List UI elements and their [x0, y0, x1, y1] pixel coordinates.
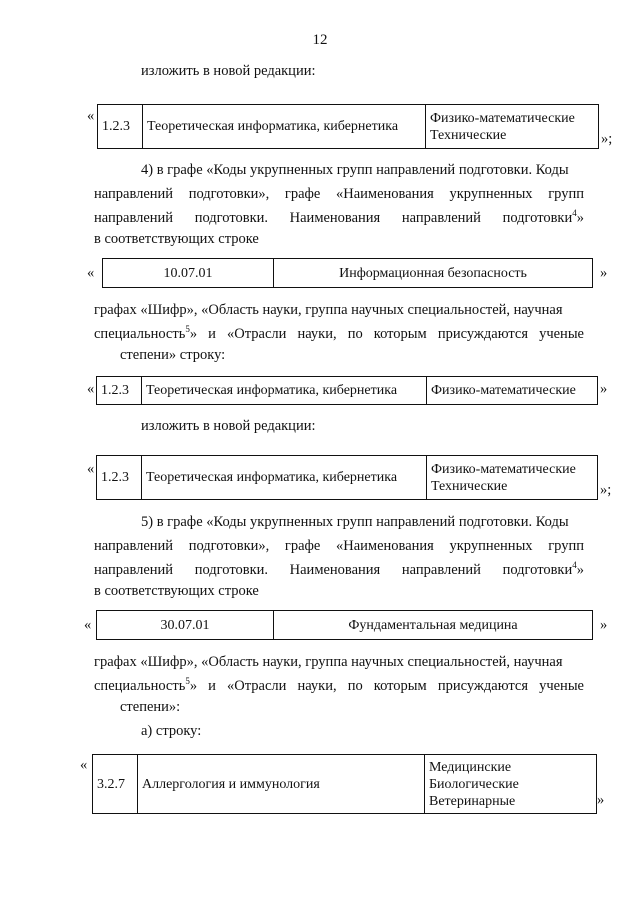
- cell-field: Физико-математические: [427, 377, 598, 405]
- open-quote: «: [87, 108, 95, 124]
- footnote-ref: 4: [572, 208, 577, 219]
- graphs-2-line-3: степени»:: [120, 699, 181, 715]
- close-quote: »: [600, 381, 608, 397]
- graphs-1-line-3: степени» строку:: [120, 347, 226, 363]
- section-4-line-3-text: направлений подготовки. Наименования направлений подготовки: [94, 210, 573, 226]
- cell-fields: [426, 105, 599, 149]
- section-4-line-4: в соответствующих строке: [94, 231, 259, 247]
- graphs-2-text-b: » и «Отрасли науки, по которым присуждаются ученые: [189, 678, 584, 694]
- open-quote: «: [87, 461, 95, 477]
- cell-name: Теоретическая информатика, кибернетика: [142, 377, 427, 405]
- close-quote: »;: [601, 131, 613, 147]
- open-quote: «: [80, 757, 88, 773]
- cell-name: Аллергология и иммунология: [138, 755, 425, 814]
- cell-code: 10.07.01: [103, 259, 274, 288]
- cell-fields: [425, 755, 597, 814]
- table-direction-2: [96, 610, 593, 640]
- open-quote: «: [87, 265, 95, 281]
- quote-end: »: [576, 210, 584, 226]
- table-specialty-2: [96, 376, 598, 405]
- section-5-line-4: в соответствующих строке: [94, 583, 259, 599]
- table-specialty-3: [96, 455, 598, 500]
- graphs-2-line-2: [94, 678, 584, 695]
- table-specialty-1: [97, 104, 599, 149]
- field-line: Физико-математические: [430, 110, 575, 126]
- cell-name: Фундаментальная медицина: [274, 611, 593, 640]
- graphs-1-text-b: » и «Отрасли науки, по которым присуждаются ученые: [189, 326, 584, 342]
- field-line: Медицинские: [429, 759, 512, 775]
- table-direction-1: [102, 258, 593, 288]
- section-5-line-3: [94, 562, 584, 579]
- close-quote: »;: [600, 482, 612, 498]
- field-line: Ветеринарные: [429, 793, 516, 809]
- footnote-ref: 5: [185, 676, 190, 687]
- section-4-line-3: [94, 210, 584, 227]
- open-quote: «: [87, 381, 95, 397]
- field-line: Технические: [431, 478, 508, 494]
- section-4-line-2: направлений подготовки», графе «Наименования укрупненных групп: [94, 186, 584, 202]
- edit-instruction-2: изложить в новой редакции:: [141, 418, 316, 434]
- graphs-2-text-a: специальность: [94, 678, 186, 694]
- close-quote: »: [600, 617, 608, 633]
- field-line: Биологические: [429, 776, 519, 792]
- section-4-line-1: 4) в графе «Коды укрупненных групп направлений подготовки. Коды: [141, 162, 569, 178]
- section-5-line-3-text: направлений подготовки. Наименования направлений подготовки: [94, 562, 573, 578]
- field-line: Физико-математические: [431, 461, 576, 477]
- footnote-ref: 4: [572, 560, 577, 571]
- cell-code: 3.2.7: [93, 755, 138, 814]
- graphs-1-line-1: графах «Шифр», «Область науки, группа научных специальностей, научная: [94, 302, 563, 318]
- cell-code: 1.2.3: [97, 456, 142, 500]
- cell-name: Теоретическая информатика, кибернетика: [142, 456, 427, 500]
- open-quote: «: [84, 617, 92, 633]
- table-specialty-4: [92, 754, 597, 814]
- cell-fields: [427, 456, 598, 500]
- edit-instruction-1: изложить в новой редакции:: [141, 63, 316, 79]
- graphs-1-line-2: [94, 326, 584, 343]
- cell-name: Информационная безопасность: [274, 259, 593, 288]
- quote-end: »: [576, 562, 584, 578]
- footnote-ref: 5: [185, 324, 190, 335]
- close-quote: »: [597, 792, 605, 808]
- page-number: 12: [312, 32, 328, 48]
- subitem-a: а) строку:: [141, 723, 202, 739]
- field-line: Технические: [430, 127, 507, 143]
- cell-code: 1.2.3: [98, 105, 143, 149]
- graphs-2-line-1: графах «Шифр», «Область науки, группа научных специальностей, научная: [94, 654, 563, 670]
- graphs-1-text-a: специальность: [94, 326, 186, 342]
- cell-name: Теоретическая информатика, кибернетика: [143, 105, 426, 149]
- cell-code: 1.2.3: [97, 377, 142, 405]
- cell-code: 30.07.01: [97, 611, 274, 640]
- section-5-line-2: направлений подготовки», графе «Наименования укрупненных групп: [94, 538, 584, 554]
- close-quote: »: [600, 265, 608, 281]
- section-5-line-1: 5) в графе «Коды укрупненных групп направлений подготовки. Коды: [141, 514, 569, 530]
